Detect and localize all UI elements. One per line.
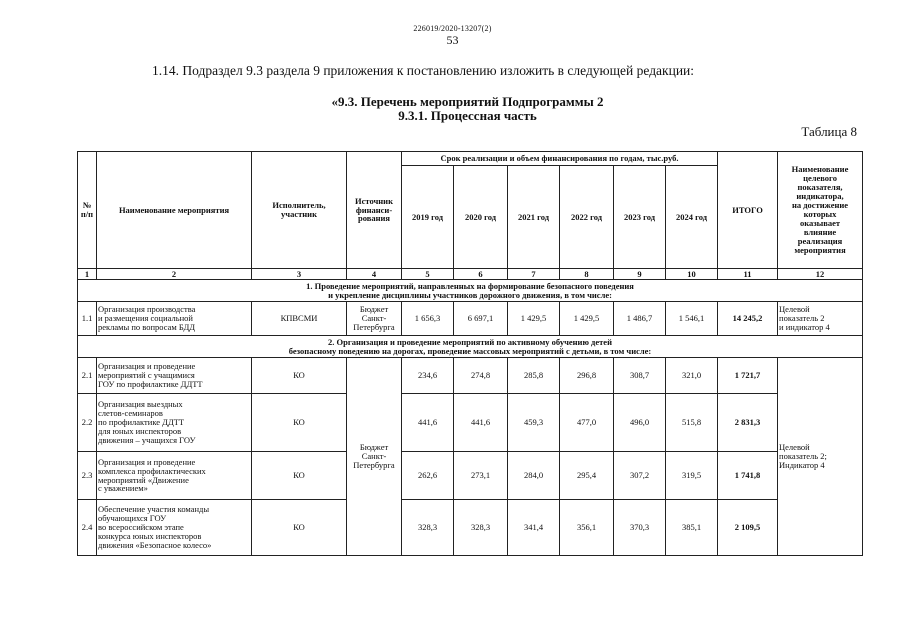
row-number: 2.3 (78, 452, 97, 500)
year-value: 477,0 (560, 394, 614, 452)
row-number: 2.2 (78, 394, 97, 452)
year-value: 341,4 (508, 500, 560, 556)
header-period-group: Срок реализации и объем финансирования по годам, тыс.руб. (402, 152, 718, 166)
total-value: 14 245,2 (718, 302, 778, 336)
year-value: 515,8 (666, 394, 718, 452)
year-value: 273,1 (454, 452, 508, 500)
table-row (78, 302, 863, 336)
header-indicator: Наименование целевого показателя, индикатора, на достижение которых оказывает влияние реализация мероприятия (778, 152, 863, 269)
column-number: 6 (454, 269, 508, 280)
year-value: 296,8 (560, 358, 614, 394)
column-number: 12 (778, 269, 863, 280)
header-num: № п/п (78, 152, 97, 269)
year-value: 284,0 (508, 452, 560, 500)
year-value: 441,6 (402, 394, 454, 452)
table-label: Таблица 8 (801, 124, 857, 139)
column-number: 8 (560, 269, 614, 280)
header-executor: Исполнитель, участник (252, 152, 347, 269)
column-number: 1 (78, 269, 97, 280)
header-total: ИТОГО (718, 152, 778, 269)
year-value: 308,7 (614, 358, 666, 394)
table-row (78, 500, 863, 556)
page-number: 53 (446, 33, 459, 47)
year-value: 262,6 (402, 452, 454, 500)
year-value: 285,8 (508, 358, 560, 394)
year-value: 370,3 (614, 500, 666, 556)
year-value: 1 429,5 (560, 302, 614, 336)
measure-name: Организация и проведение комплекса профилактических мероприятий «Движение с уважением» (97, 452, 252, 500)
measure-name: Организация и проведение мероприятий с учащимися ГОУ по профилактике ДДТТ (97, 358, 252, 394)
column-number: 10 (666, 269, 718, 280)
year-value: 441,6 (454, 394, 508, 452)
column-number: 3 (252, 269, 347, 280)
column-number-row (78, 269, 863, 280)
indicator: Целевой показатель 2; Индикатор 4 (778, 358, 863, 556)
total-value: 2 109,5 (718, 500, 778, 556)
header-source: Источник финанси- рования (347, 152, 402, 269)
year-value: 459,3 (508, 394, 560, 452)
column-number: 5 (402, 269, 454, 280)
year-value: 274,8 (454, 358, 508, 394)
year-value: 1 486,7 (614, 302, 666, 336)
year-value: 234,6 (402, 358, 454, 394)
year-value: 319,5 (666, 452, 718, 500)
header-year: 2021 год (508, 166, 560, 269)
table-row (78, 358, 863, 394)
column-number: 2 (97, 269, 252, 280)
measure-name: Организация производства и размещения социальной рекламы по вопросам БДД (97, 302, 252, 336)
indicator: Целевой показатель 2 и индикатор 4 (778, 302, 863, 336)
executor: КО (252, 452, 347, 500)
header-year: 2023 год (614, 166, 666, 269)
section-title: «9.3. Перечень мероприятий Подпрограммы 2 (331, 94, 604, 109)
funding-source: Бюджет Санкт- Петербурга (347, 358, 402, 556)
header-year: 2020 год (454, 166, 508, 269)
column-number: 7 (508, 269, 560, 280)
year-value: 385,1 (666, 500, 718, 556)
year-value: 328,3 (454, 500, 508, 556)
year-value: 1 656,3 (402, 302, 454, 336)
executor: КО (252, 358, 347, 394)
year-value: 6 697,1 (454, 302, 508, 336)
year-value: 307,2 (614, 452, 666, 500)
year-value: 356,1 (560, 500, 614, 556)
year-value: 496,0 (614, 394, 666, 452)
row-number: 1.1 (78, 302, 97, 336)
year-value: 1 429,5 (508, 302, 560, 336)
total-value: 2 831,3 (718, 394, 778, 452)
executor: КПВСМИ (252, 302, 347, 336)
row-number: 2.1 (78, 358, 97, 394)
section-1-heading: 1. Проведение мероприятий, направленных на формирование безопасного поведения и укрепление дисциплины участников дорожного движения, в том числе: (78, 280, 863, 302)
year-value: 328,3 (402, 500, 454, 556)
header-year: 2024 год (666, 166, 718, 269)
table-row (78, 394, 863, 452)
header-year: 2022 год (560, 166, 614, 269)
subsection-title: 9.3.1. Процессная часть (398, 108, 537, 123)
executor: КО (252, 500, 347, 556)
year-value: 1 546,1 (666, 302, 718, 336)
section-2-heading: 2. Организация и проведение мероприятий по активному обучению детей безопасному поведению на дорогах, проведение массовых мероприятий с детьми, в том числе: (78, 336, 863, 358)
section-row (78, 336, 863, 358)
table-row (78, 452, 863, 500)
section-row (78, 280, 863, 302)
funding-source: Бюджет Санкт- Петербурга (347, 302, 402, 336)
total-value: 1 721,7 (718, 358, 778, 394)
total-value: 1 741,8 (718, 452, 778, 500)
document-code: 226019/2020-13207(2) (413, 24, 492, 33)
column-number: 9 (614, 269, 666, 280)
intro-paragraph: 1.14. Подраздел 9.3 раздела 9 приложения к постановлению изложить в следующей редакции: (152, 63, 695, 78)
column-number: 4 (347, 269, 402, 280)
year-value: 295,4 (560, 452, 614, 500)
header-year: 2019 год (402, 166, 454, 269)
measure-name: Обеспечение участия команды обучающихся ГОУ во всероссийском этапе конкурса юных инспекторов движения «Безопасное колесо» (97, 500, 252, 556)
measures-table (77, 151, 863, 556)
measure-name: Организация выездных слетов-семинаров по профилактике ДДТТ для юных инспекторов движения – учащихся ГОУ (97, 394, 252, 452)
header-name: Наименование мероприятия (97, 152, 252, 269)
row-number: 2.4 (78, 500, 97, 556)
year-value: 321,0 (666, 358, 718, 394)
column-number: 11 (718, 269, 778, 280)
executor: КО (252, 394, 347, 452)
